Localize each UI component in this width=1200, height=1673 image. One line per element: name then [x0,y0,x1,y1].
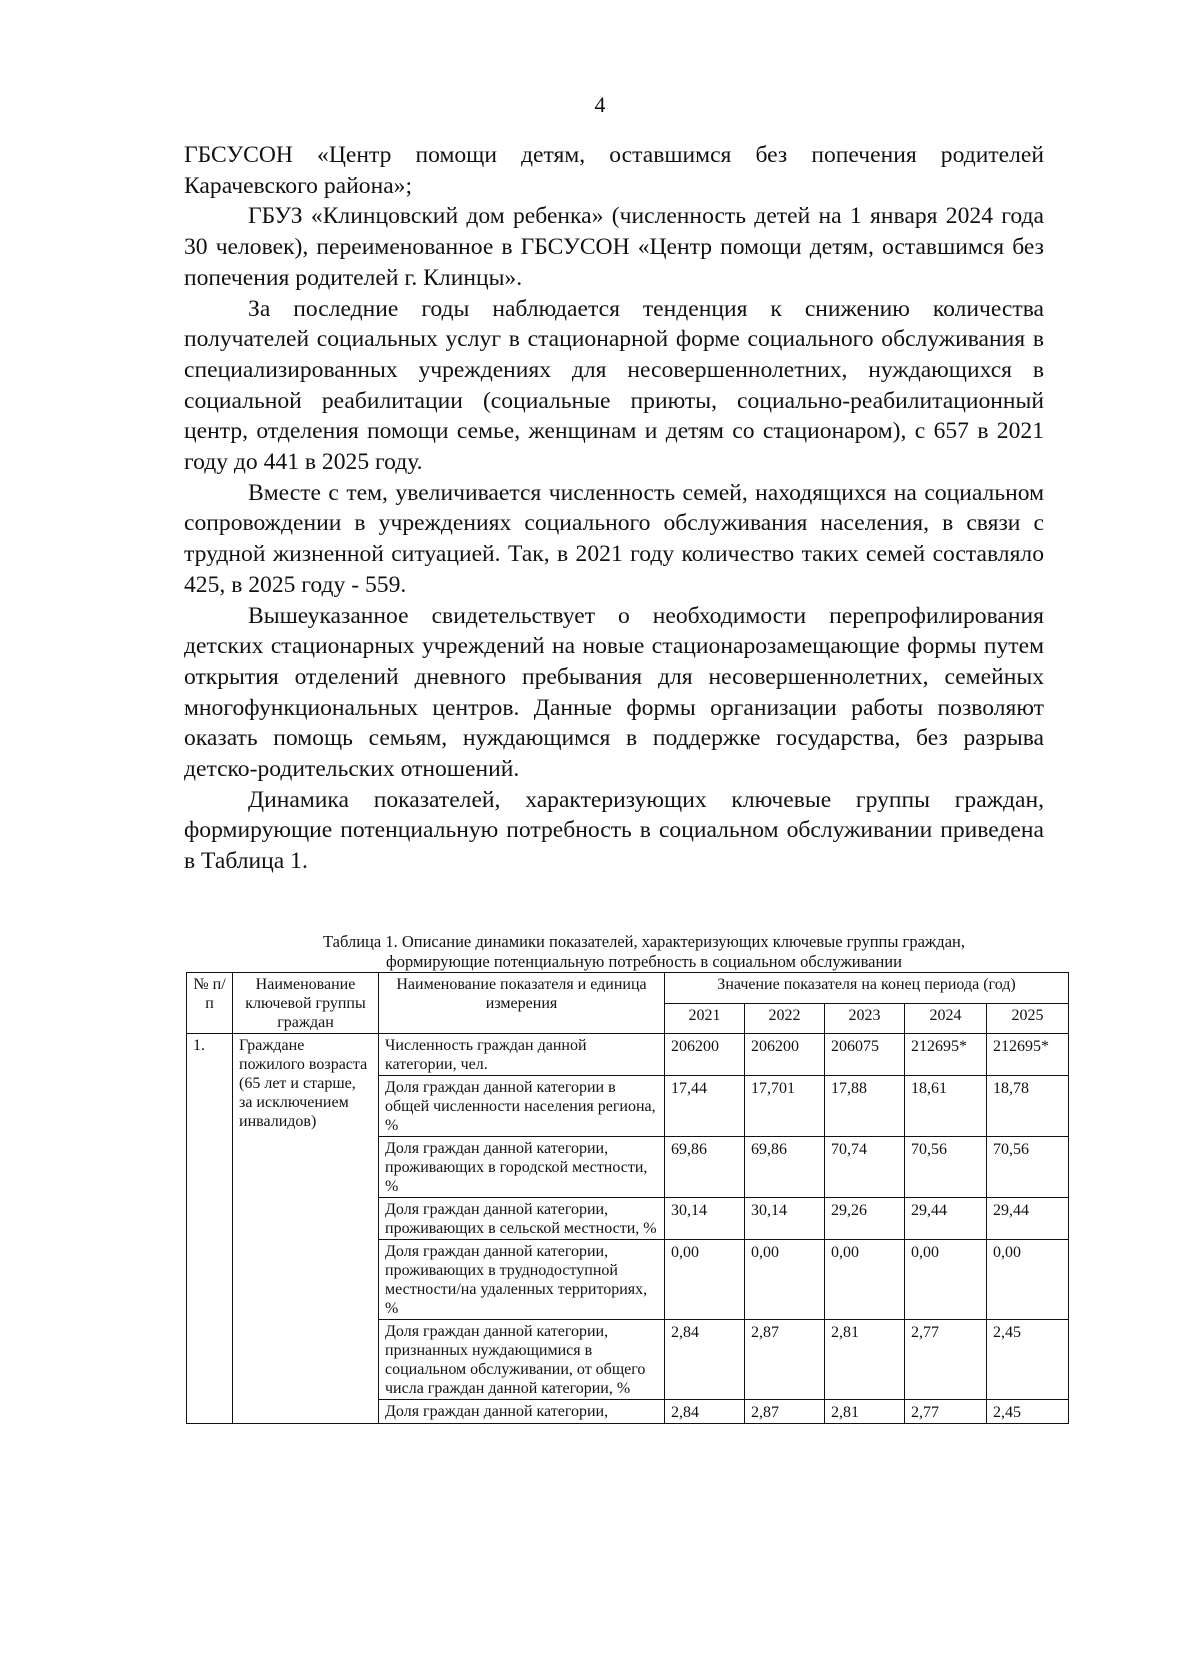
value-cell: 29,26 [825,1198,905,1240]
indicators-table [186,972,1069,1424]
indicator-name: Доля граждан данной категории, проживающих в городской местности, % [379,1137,665,1198]
value-cell: 2,45 [987,1400,1069,1424]
value-cell: 0,00 [905,1240,987,1320]
value-cell: 206200 [665,1034,745,1076]
value-cell: 30,14 [665,1198,745,1240]
value-cell: 18,61 [905,1076,987,1137]
page-number: 4 [594,92,606,117]
value-cell: 2,77 [905,1400,987,1424]
value-cell: 69,86 [665,1137,745,1198]
value-cell: 206075 [825,1034,905,1076]
value-cell: 70,56 [987,1137,1069,1198]
group-name: Граждане пожилого возраста (65 лет и старше, за исключением инвалидов) [233,1034,379,1424]
value-cell: 2,77 [905,1320,987,1400]
indicator-name: Доля граждан данной категории, [379,1400,665,1424]
value-cell: 30,14 [745,1198,825,1240]
paragraph-1: ГБСУСОН «Центр помощи детям, оставшимся без попечения родителей Карачевского района»; [184,142,1044,199]
value-cell: 206200 [745,1034,825,1076]
header-indicator: Наименование показателя и единица измерения [379,973,665,1034]
table-caption [184,932,1104,972]
indicator-name: Численность граждан данной категории, чел. [379,1034,665,1076]
header-group: Наименование ключевой группы граждан [233,973,379,1034]
value-cell: 29,44 [905,1198,987,1240]
value-cell: 212695* [905,1034,987,1076]
value-cell: 70,56 [905,1137,987,1198]
value-cell: 0,00 [745,1240,825,1320]
value-cell: 2,84 [665,1320,745,1400]
paragraph-4: Вместе с тем, увеличивается численность семей, находящихся на социальном сопровождении в учреждениях социального обслуживания населения, в связи с трудной жизненной ситуацией. Так, в 2021 году количество таких семей составляло 425, в 2025 году - 559. [184,479,1044,598]
value-cell: 17,88 [825,1076,905,1137]
table-caption-line-1: Таблица 1. Описание динамики показателей, характеризующих ключевые группы граждан, [323,932,965,951]
value-cell: 18,78 [987,1076,1069,1137]
header-year: 2024 [905,1003,987,1034]
value-cell: 69,86 [745,1137,825,1198]
paragraph-6: Динамика показателей, характеризующих ключевые группы граждан, формирующие потенциальную потребность в социальном обслуживании приведена в Таблица 1. [184,786,1044,875]
header-year: 2023 [825,1003,905,1034]
body-text [184,140,1044,877]
indicator-name: Доля граждан данной категории, проживающих в сельской местности, % [379,1198,665,1240]
group-number: 1. [187,1034,233,1424]
value-cell: 212695* [987,1034,1069,1076]
header-year: 2021 [665,1003,745,1034]
value-cell: 0,00 [987,1240,1069,1320]
indicator-name: Доля граждан данной категории, признанных нуждающимися в социальном обслуживании, от общего числа граждан данной категории, % [379,1320,665,1400]
table-caption-line-2: формирующие потенциальную потребность в социальном обслуживании [386,952,902,971]
value-cell: 17,44 [665,1076,745,1137]
value-cell: 2,81 [825,1400,905,1424]
value-cell: 70,74 [825,1137,905,1198]
paragraph-3: За последние годы наблюдается тенденция к снижению количества получателей социальных услуг в стационарной форме социального обслуживания в специализированных учреждениях для несовершеннолетних, нуждающихся в социальной реабилитации (социальные приюты, социально-реабилитационный центр, отделения помощи семье, женщинам и детям со стационаром), с 657 в 2021 году до 441 в 2025 году. [184,295,1044,476]
indicator-name: Доля граждан данной категории, проживающих в труднодоступной местности/на удаленных территориях, % [379,1240,665,1320]
header-num: № п/п [187,973,233,1034]
value-cell: 0,00 [665,1240,745,1320]
value-cell: 29,44 [987,1198,1069,1240]
table-header-row [187,973,1069,1004]
header-values: Значение показателя на конец периода (год) [665,973,1069,1004]
value-cell: 2,87 [745,1320,825,1400]
indicator-name: Доля граждан данной категории в общей численности населения региона, % [379,1076,665,1137]
table-row [187,1034,1069,1076]
paragraph-2: ГБУЗ «Клинцовский дом ребенка» (численность детей на 1 января 2024 года 30 человек), переименованное в ГБСУСОН «Центр помощи детям, оставшимся без попечения родителей г. Клинцы». [184,203,1044,291]
header-year: 2022 [745,1003,825,1034]
header-year: 2025 [987,1003,1069,1034]
value-cell: 2,84 [665,1400,745,1424]
value-cell: 2,45 [987,1320,1069,1400]
value-cell: 2,81 [825,1320,905,1400]
value-cell: 2,87 [745,1400,825,1424]
value-cell: 17,701 [745,1076,825,1137]
value-cell: 0,00 [825,1240,905,1320]
paragraph-5: Вышеуказанное свидетельствует о необходимости перепрофилирования детских стационарных учреждений на новые стационарозамещающие формы путем открытия отделений дневного пребывания для несовершеннолетних, семейных многофункциональных центров. Данные формы организации работы позволяют оказать помощь семьям, нуждающимся в поддержке государства, без разрыва детско-родительских отношений. [184,602,1044,783]
